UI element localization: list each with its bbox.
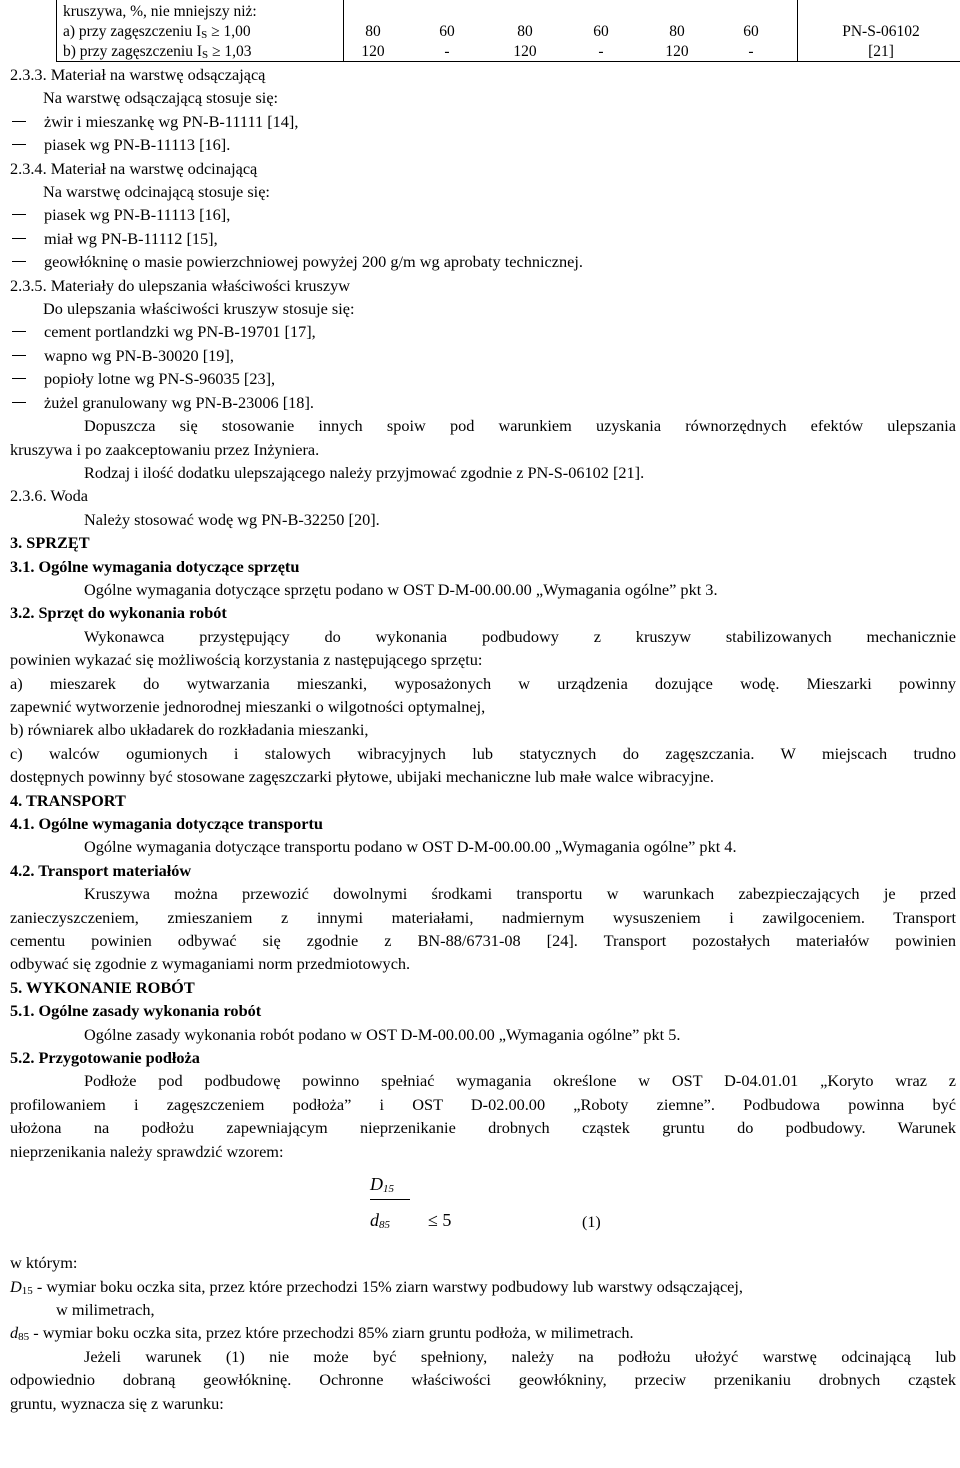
list-item: wapno wg PN-B-30020 [19], <box>10 344 956 367</box>
section-heading: 4.2. Transport materiałów <box>10 860 192 880</box>
list-item: cement portlandzki wg PN-B-19701 [17], <box>10 320 956 343</box>
paragraph-line: Dopuszcza się stosowanie innych spoiw pod warunkiem uzyskania równorzędnych efektów ulepszania <box>84 416 956 436</box>
definition-d15: $D_{15}$ - wymiar boku oczka sita, przez które przechodzi 15% ziarn warstwy podbudowy lub warstwy odsączającej, <box>10 1276 744 1297</box>
paragraph-line: a) mieszarek do wytwarzania mieszanki, wyposażonych w urządzenia dozujące wodę. Mieszarki powinny <box>10 673 956 693</box>
paragraph-line: Ogólne wymagania dotyczące transportu podano w OST D-M-00.00.00 „Wymagania ogólne” pkt 4. <box>84 837 737 857</box>
definition-d85: $d_{85}$ - wymiar boku oczka sita, przez które przechodzi 85% ziarn gruntu podłoża, w milimetrach. <box>10 1323 634 1344</box>
table-label-line-b: b) przy zagęszczeniu $I_S \ge 1,03$ <box>63 43 252 61</box>
section-heading: 2.3.5. Materiały do ulepszania właściwości kruszyw <box>10 275 351 295</box>
paragraph-line: powinien wykazać się możliwością korzystania z następującego sprzętu: <box>10 650 483 670</box>
fraction-bar <box>370 1199 410 1200</box>
paragraph-line: ułożona na podłożu zapewniającym nieprzenikanie drobnych cząstek gruntu do podbudowy. Warunek <box>10 1118 956 1138</box>
table-value-col: 60 - <box>593 23 609 60</box>
section-heading: 3.2. Sprzęt do wykonania robót <box>10 603 227 623</box>
document-body <box>10 63 956 1415</box>
paragraph-line: dostępnych powinny być stosowane zagęszczarki płytowe, ubijaki mechaniczne lub małe walce wibracyjne. <box>10 767 714 787</box>
list-item: piasek wg PN-B-11113 [16], <box>10 203 956 226</box>
paragraph-line: Ogólne zasady wykonania robót podano w OST D-M-00.00.00 „Wymagania ogólne” pkt 5. <box>84 1024 681 1044</box>
formula-label: (1) <box>582 1214 601 1232</box>
list-item: piasek wg PN-B-11113 [16]. <box>10 133 956 156</box>
chapter-heading: 3. SPRZĘT <box>10 533 90 553</box>
paragraph-line: profilowaniem i zagęszczeniem podłoża” i OST D-02.00.00 „Roboty ziemne”. Podbudowa powinna być <box>10 1094 956 1114</box>
paragraph-line: cementu powinien odbywać się zgodnie z BN-88/6731-08 [24]. Transport pozostałych materiałów powinien <box>10 931 956 951</box>
table-value-col: 60 - <box>743 23 759 60</box>
section-heading: 5.2. Przygotowanie podłoża <box>10 1048 200 1068</box>
paragraph-line: kruszywa i po zaakceptowaniu przez Inżyniera. <box>10 439 320 459</box>
definitions-intro: w którym: <box>10 1253 78 1273</box>
table-value-col: 80 120 <box>665 23 689 60</box>
table-label-line: kruszywa, %, nie mniejszy niż: <box>63 3 257 20</box>
section-heading: 3.1. Ogólne wymagania dotyczące sprzętu <box>10 556 300 576</box>
paragraph-line: Podłoże pod podbudowę powinno spełniać wymagania określone w OST D-04.01.01 „Koryto wraz z <box>84 1071 956 1091</box>
section-intro: Na warstwę odsączającą stosuje się: <box>43 88 279 108</box>
chapter-heading: 5. WYKONANIE ROBÓT <box>10 977 195 997</box>
paragraph-line: Należy stosować wodę wg PN-B-32250 [20]. <box>84 509 380 529</box>
table-divider <box>797 0 798 61</box>
paragraph-line: odbywać się zgodnie z wymaganiami norm przedmiotowych. <box>10 954 411 974</box>
list-item: żwir i mieszankę wg PN-B-11111 [14], <box>10 110 956 133</box>
chapter-heading: 4. TRANSPORT <box>10 790 126 810</box>
paragraph-line: Ogólne wymagania dotyczące sprzętu podano w OST D-M-00.00.00 „Wymagania ogólne” pkt 3. <box>84 579 718 599</box>
section-heading: 2.3.6. Woda <box>10 486 88 506</box>
paragraph-line: c) walców ogumionych i stalowych wibracyjnych lub statycznych do zagęszczania. W miejscach trudno <box>10 743 956 763</box>
paragraph-line: Kruszywa można przewozić dowolnymi środkami transportu w warunkach zabezpieczających je przed <box>84 884 956 904</box>
table-divider <box>343 0 344 61</box>
list-item: popioły lotne wg PN-S-96035 [23], <box>10 367 956 390</box>
paragraph-line: Rodzaj i ilość dodatku ulepszającego należy przyjmować zgodnie z PN-S-06102 [21]. <box>84 462 645 482</box>
table-reference: PN-S-06102 [21] <box>842 23 920 60</box>
paragraph-line: Jeżeli warunek (1) nie może być spełniony, należy na podłożu ułożyć warstwę odcinającą lub <box>84 1346 956 1366</box>
section-heading: 4.1. Ogólne wymagania dotyczące transportu <box>10 814 323 833</box>
paragraph-line: b) równiarek albo układarek do rozkładania mieszanki, <box>10 720 369 740</box>
table-value-col: 80 120 <box>513 23 537 60</box>
formula-relation: ≤ 5 <box>428 1210 452 1231</box>
paragraph-line: nieprzenikania należy sprawdzić wzorem: <box>10 1141 284 1161</box>
list-item: żużel granulowany wg PN-B-23006 [18]. <box>10 391 956 414</box>
definition-d15-cont: w milimetrach, <box>56 1299 155 1319</box>
paragraph-line: zapewnić wytworzenie jednorodnej mieszanki o wilgotności optymalnej, <box>10 696 486 716</box>
list-item: miał wg PN-B-11112 [15], <box>10 227 956 250</box>
formula-denominator: $d_{85}$ <box>370 1210 390 1232</box>
section-heading: 2.3.4. Materiał na warstwę odcinającą <box>10 158 258 178</box>
paragraph-line: zanieczyszczeniem, zmieszaniem z innymi materiałami, nadmiernym wysuszeniem i zawilgoceniem. Transport <box>10 907 956 927</box>
paragraph-line: Wykonawca przystępujący do wykonania podbudowy z kruszyw stabilizowanych mechanicznie <box>84 626 956 646</box>
requirements-table-fragment <box>56 0 960 62</box>
table-label-line-a: a) przy zagęszczeniu $I_S \ge 1,00$ <box>63 23 251 41</box>
section-intro: Na warstwę odcinającą stosuje się: <box>43 182 270 202</box>
table-label <box>63 2 257 62</box>
formula-numerator: $D_{15}$ <box>370 1174 394 1196</box>
formula-1 <box>10 1163 956 1251</box>
table-value-col: 60 - <box>439 23 455 60</box>
paragraph-line: odpowiednio dobraną geowłókninę. Ochronne właściwości geowłókniny, przeciw przenikaniu drobnych cząstek <box>10 1370 956 1390</box>
list-item: geowłókninę o masie powierzchniowej powyżej 200 g/m wg aprobaty technicznej. <box>10 250 956 273</box>
section-intro: Do ulepszania właściwości kruszyw stosuje się: <box>43 299 355 319</box>
table-value-col: 80 120 <box>361 23 385 60</box>
paragraph-line: gruntu, wyznacza się z warunku: <box>10 1393 224 1413</box>
section-heading: 5.1. Ogólne zasady wykonania robót <box>10 1001 262 1021</box>
section-heading: 2.3.3. Materiał na warstwę odsączającą <box>10 65 266 84</box>
